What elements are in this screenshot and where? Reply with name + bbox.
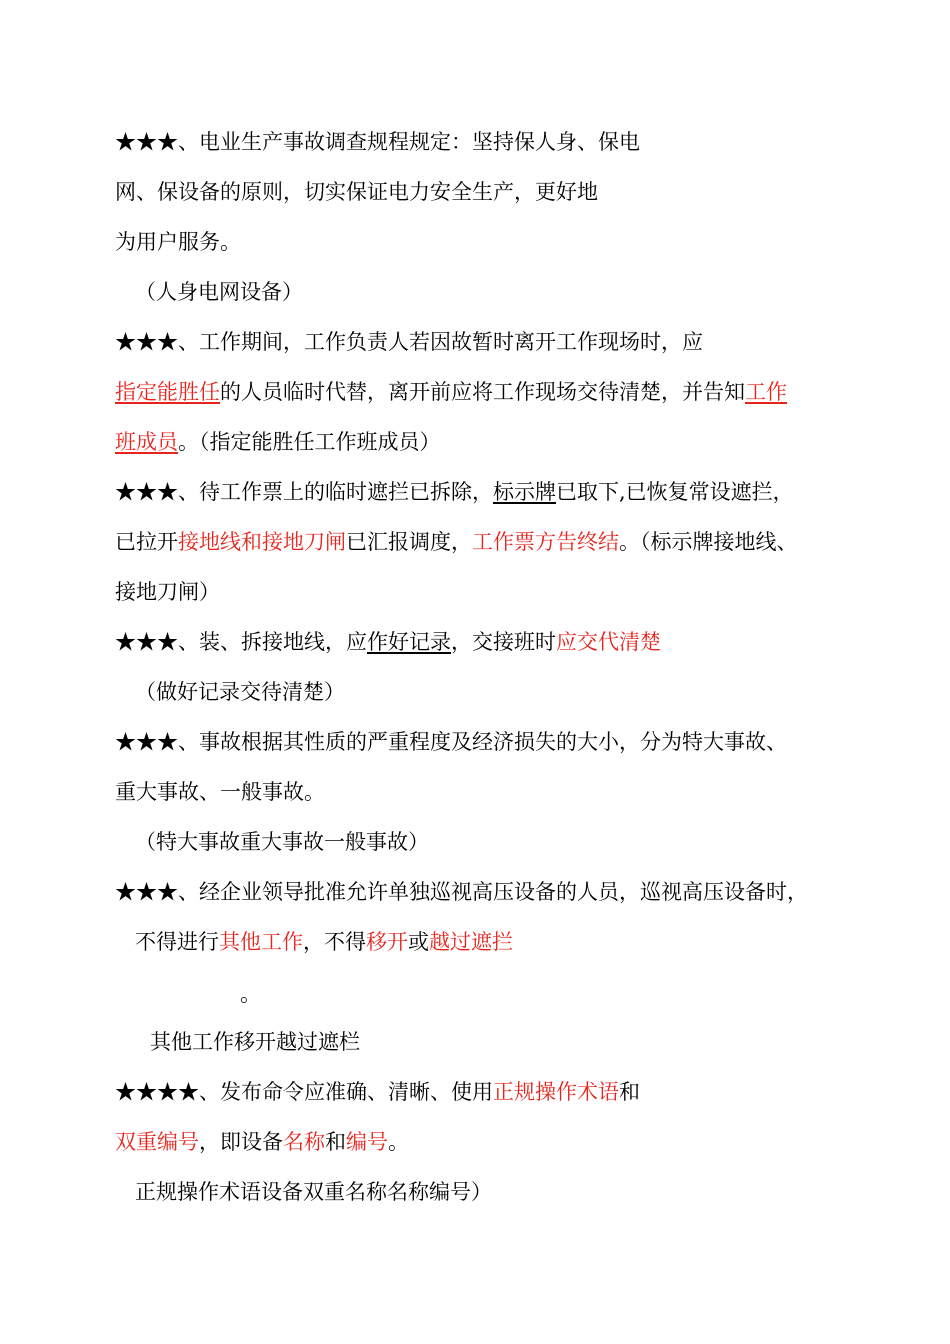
item-5-answer: （特大事故重大事故一般事故） (135, 830, 429, 854)
item-5-line-2: 重大事故、一般事故。 (115, 780, 325, 804)
item-4-line-1: ★★★、装、拆接地线，应作好记录，交接班时应交代清楚 (115, 630, 661, 654)
item-6-line-2: 不得进行其他工作，不得移开或越过遮拦 (135, 930, 513, 954)
blank-answer: 名称 (283, 1130, 325, 1154)
blank-answer: 正规操作术语 (493, 1080, 619, 1104)
blank-answer: 其他工作 (219, 930, 303, 954)
item-3-line-1: ★★★、待工作票上的临时遮拦已拆除，标示牌已取下,已恢复常设遮拦， (115, 480, 794, 504)
blank-answer: 双重编号 (115, 1130, 199, 1154)
item-5-line-1: ★★★、事故根据其性质的严重程度及经济损失的大小，分为特大事故、 (115, 730, 787, 754)
item-1-line-1: ★★★、电业生产事故调查规程规定：坚持保人身、保电 (115, 130, 640, 154)
item-7-answer: 正规操作术语设备双重名称名称编号） (135, 1180, 492, 1204)
item-3-line-3: 接地刀闸） (115, 580, 220, 604)
item-2-line-2: 指定能胜任的人员临时代替，离开前应将工作现场交待清楚，并告知工作 (115, 380, 787, 404)
item-7-line-2: 双重编号，即设备名称和编号。 (115, 1130, 409, 1154)
item-2-line-1: ★★★、工作期间，工作负责人若因故暂时离开工作现场时，应 (115, 330, 703, 354)
blank-answer: 指定能胜任 (115, 380, 220, 404)
item-6-answer: 其他工作移开越过遮栏 (150, 1030, 360, 1054)
blank-answer: 接地线和接地刀闸 (178, 530, 346, 554)
blank-answer: 应交代清楚 (556, 630, 661, 654)
blank-answer: 移开 (366, 930, 408, 954)
item-1-line-2: 网、保设备的原则，切实保证电力安全生产，更好地 (115, 180, 598, 204)
blank-answer: 编号 (346, 1130, 388, 1154)
item-4-answer: （做好记录交待清楚） (135, 680, 345, 704)
blank-answer: 作好记录 (367, 630, 451, 654)
item-6-line-1: ★★★、经企业领导批准允许单独巡视高压设备的人员，巡视高压设备时， (115, 880, 808, 904)
item-1-answer: （人身电网设备） (135, 280, 303, 304)
blank-answer: 工作票方告终结 (472, 530, 619, 554)
item-6-line-3: 。 (240, 982, 261, 1006)
blank-answer: 标示牌 (493, 480, 556, 504)
item-7-line-1: ★★★★、发布命令应准确、清晰、使用正规操作术语和 (115, 1080, 640, 1104)
blank-answer: 班成员 (115, 430, 178, 454)
blank-answer: 越过遮拦 (429, 930, 513, 954)
item-3-line-2: 已拉开接地线和接地刀闸已汇报调度，工作票方告终结。（标示牌接地线、 (115, 530, 798, 554)
item-1-line-3: 为用户服务。 (115, 230, 241, 254)
item-2-line-3: 班成员。（指定能胜任工作班成员） (115, 430, 441, 454)
blank-answer: 工作 (745, 380, 787, 404)
